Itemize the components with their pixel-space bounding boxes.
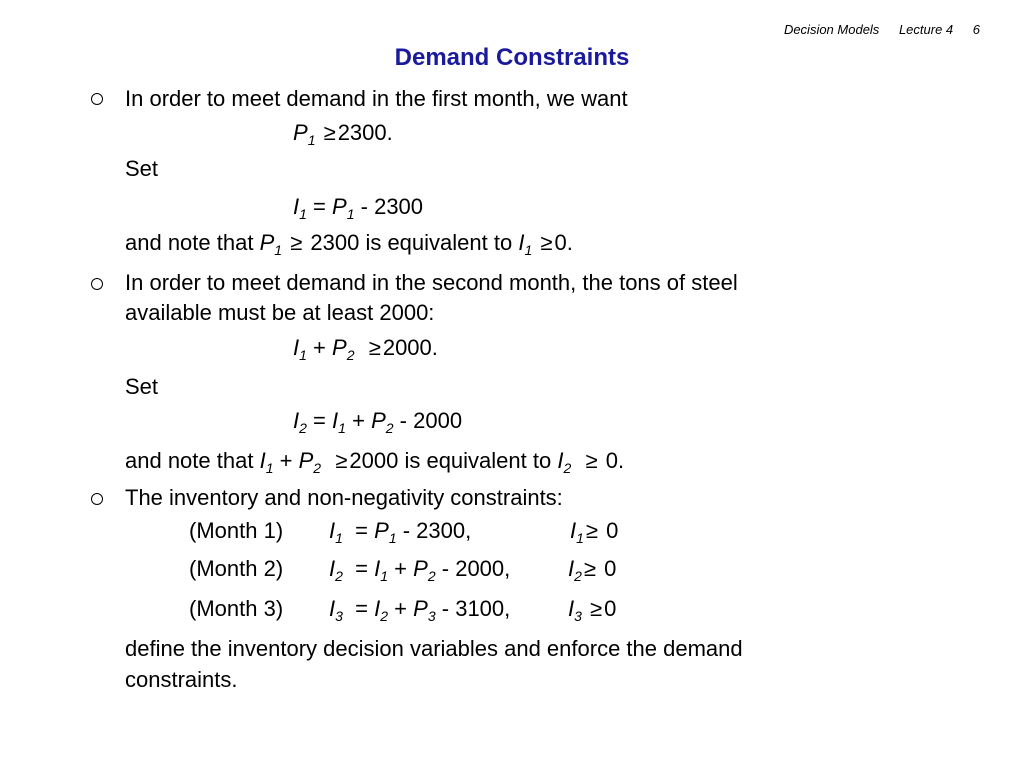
page-number: 6 xyxy=(972,22,980,37)
month-3-label: (Month 3) xyxy=(189,596,284,621)
set-label-1: Set xyxy=(125,156,159,181)
slide-header xyxy=(768,22,980,37)
note-1: and note that $P_1 \ge 2300$ is equivalent to $I_1 \ge 0$. xyxy=(125,230,573,258)
final-line-2: constraints. xyxy=(125,667,238,692)
bullet-icon xyxy=(91,278,103,290)
bullet-icon xyxy=(91,93,103,105)
bullet-icon xyxy=(91,493,103,505)
final-line-1: define the inventory decision variables and enforce the demand xyxy=(125,636,743,661)
month-3-balance: $I_3 = I_2 + P_3 - 3100$, xyxy=(329,596,511,624)
course-name: Decision Models xyxy=(783,22,880,37)
bullet-2-line-2: available must be at least 2000: xyxy=(125,300,435,325)
month-1-balance: $I_1 = P_1 - 2300$, xyxy=(329,518,472,546)
slide-title: Demand Constraints xyxy=(394,44,630,71)
equation-i1-def: $I_1 = P_1 - 2300$ xyxy=(293,194,424,222)
month-1-label: (Month 1) xyxy=(189,518,284,543)
month-2-label: (Month 2) xyxy=(189,556,284,581)
month-2-nonneg: $I_2\ge 0$ xyxy=(568,556,617,584)
equation-i1-p2-min: $I_1 + P_2 \ge 2000$. xyxy=(293,335,438,363)
bullet-1-text: In order to meet demand in the first month, we want xyxy=(125,86,628,111)
month-1-nonneg: $I_1\ge 0$ xyxy=(570,518,619,546)
bullet-3-text: The inventory and non-negativity constraints: xyxy=(125,485,563,510)
month-2-balance: $I_2 = I_1 + P_2 - 2000$, xyxy=(329,556,511,584)
bullet-2-line-1: In order to meet demand in the second month, the tons of steel xyxy=(125,270,738,295)
lecture-number: Lecture 4 xyxy=(898,22,954,37)
month-3-nonneg: $I_3 \ge 0$ xyxy=(568,596,617,624)
equation-p1-min: $P_1 \ge 2300$. xyxy=(293,120,393,148)
equation-i2-def: $I_2 = I_1 + P_2 - 2000$ xyxy=(293,408,463,436)
note-2: and note that $I_1 + P_2 \ge 2000$ is equivalent to $I_2 \ge 0$. xyxy=(125,448,625,476)
set-label-2: Set xyxy=(125,374,159,399)
